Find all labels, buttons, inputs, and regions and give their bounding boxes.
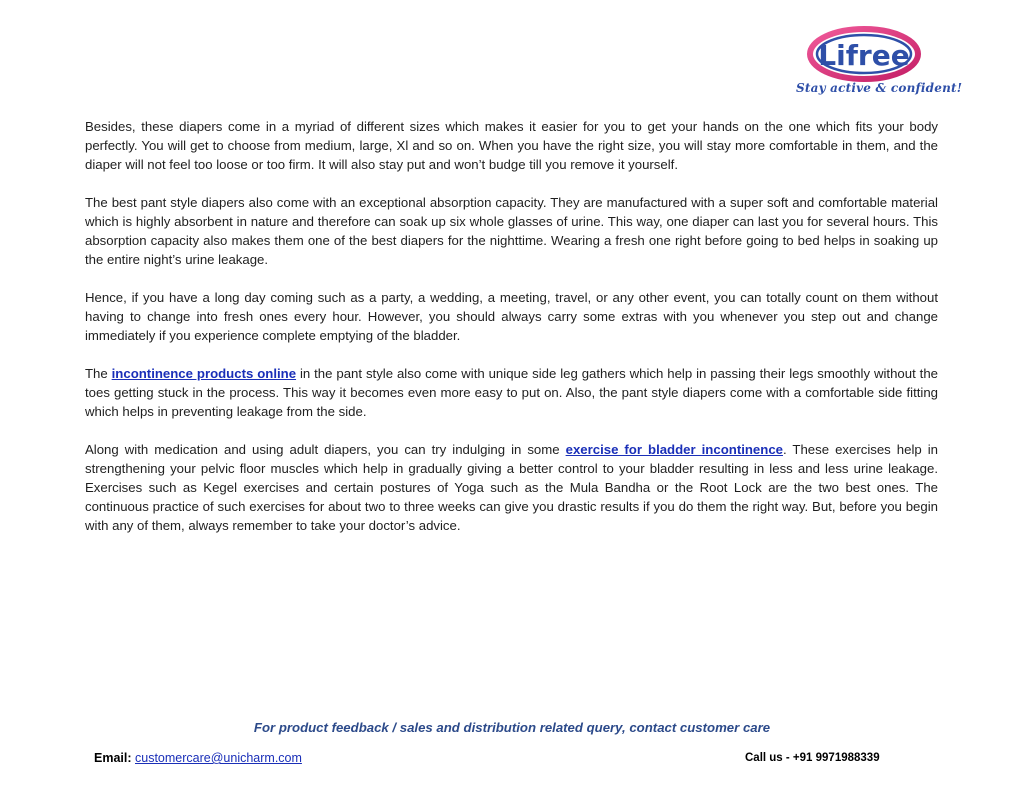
lifree-logo-mark-icon (794, 24, 934, 84)
footer-phone: Call us - +91 9971988339 (745, 752, 880, 764)
paragraph-sizes: Besides, these diapers come in a myriad of different sizes which makes it easier for you to get your hands on the one which fits your body perfectly. You will get to choose from medium, large, Xl and so on. When you have the right size, you will stay more comfortable in them, and the diaper will not feel too loose or too firm. It will also stay put and won’t budge till you remove it yourself. (85, 119, 938, 172)
email-label: Email: (94, 751, 132, 765)
paragraph-text: Along with medication and using adult diapers, you can try indulging in some (85, 442, 566, 457)
logo-wordmark: Lifree (818, 39, 910, 72)
paragraph-absorption: The best pant style diapers also come with an exceptional absorption capacity. They are manufactured with a super soft and comfortable material which is highly absorbent in nature and therefore can soak up six whole glasses of urine. This way, one diaper can last you for several hours. This absorption capacity also makes them one of the best diapers for the nighttime. Wearing a fresh one right before going to bed helps in soaking up the entire night’s urine leakage. (85, 195, 938, 267)
footer-email (94, 751, 302, 765)
footer-tagline: For product feedback / sales and distribution related query, contact customer care (253, 720, 771, 735)
paragraph-text: . These exercises help in strengthening your pelvic floor muscles which help in gradually giving a better control to your bladder resulting in less and less urine leakage. Exercises such as Kegel exercises and certain postures of Yoga such as the Mula Bandha or the Root Lock are the two best ones. The continuous practice of such exercises for about two to three weeks can give you drastic results if you do them the right way. But, before you begin with any of them, always remember to take your doctor’s advice. (85, 442, 938, 533)
paragraph-exercise (85, 440, 938, 535)
paragraph-long-day: Hence, if you have a long day coming such as a party, a wedding, a meeting, travel, or any other event, you can totally count on them without having to change into fresh ones every hour. However, you should always carry some extras with you whenever you step out and change immediately if you experience complete emptying of the bladder. (85, 290, 938, 343)
paragraph-text: The (85, 366, 112, 381)
paragraph-text: in the pant style also come with unique side leg gathers which help in passing their legs smoothly without the toes getting stuck in the process. This way it becomes even more easy to put on. Also, the pant style diapers come with a comfortable side fitting which helps in preventing leakage from the side. (85, 366, 939, 419)
bladder-exercise-link[interactable]: exercise for bladder incontinence (565, 442, 783, 457)
paragraph-side-leg-gathers (85, 364, 938, 421)
incontinence-products-link[interactable]: incontinence products online (111, 366, 297, 381)
document-body (85, 117, 938, 554)
email-link[interactable]: customercare@unicharm.com (135, 751, 302, 765)
logo-tagline: Stay active & confident! (796, 81, 963, 95)
